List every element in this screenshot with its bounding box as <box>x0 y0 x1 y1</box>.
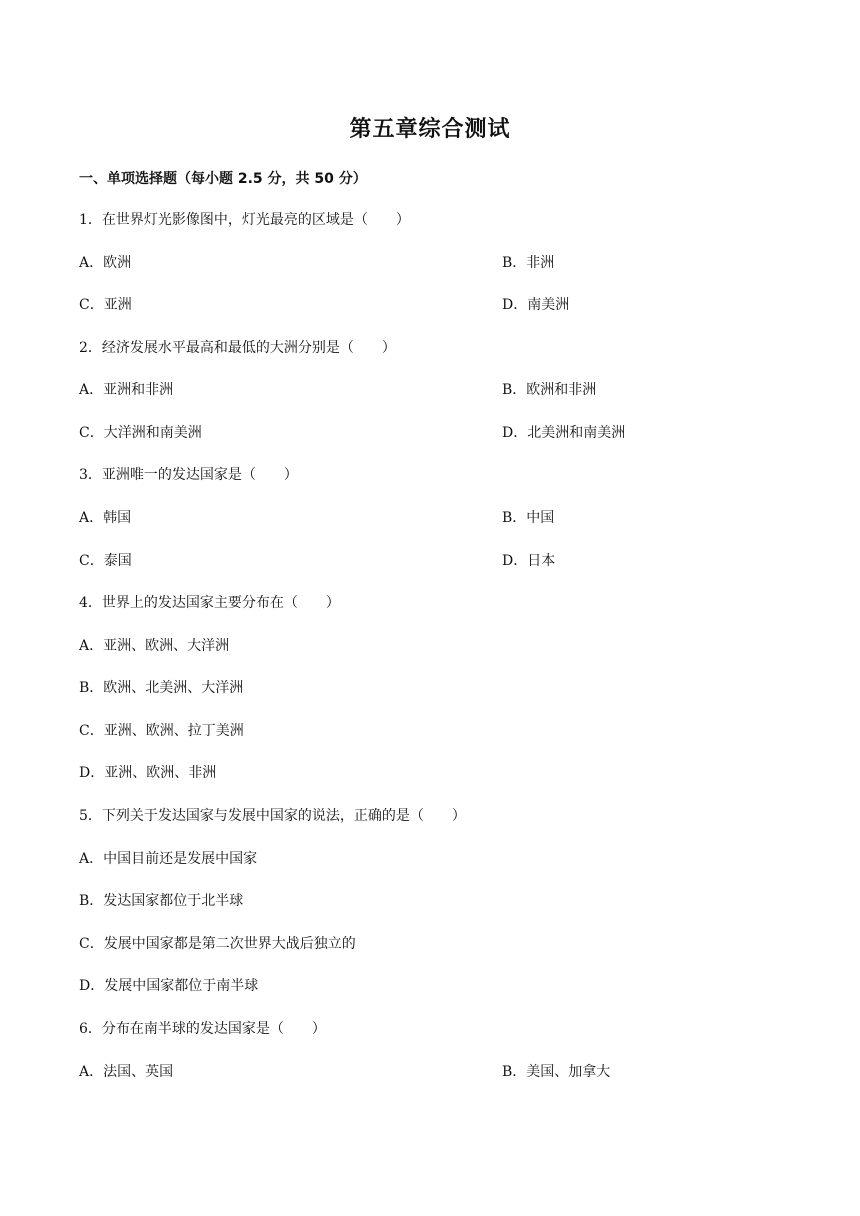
question-2-option-d: D．北美洲和南美洲 <box>502 425 626 441</box>
question-3-stem: 3．亚洲唯一的发达国家是（ ） <box>79 467 298 483</box>
question-4-option-c: C．亚洲、欧洲、拉丁美洲 <box>79 723 244 739</box>
section-heading: 一、单项选择题（每小题 2.5 分，共 50 分） <box>79 171 367 187</box>
question-2-option-a: A．亚洲和非洲 <box>79 382 174 398</box>
question-2-option-b: B．欧洲和非洲 <box>502 382 597 398</box>
question-2-option-c: C．大洋洲和南美洲 <box>79 425 202 441</box>
question-1-option-b: B．非洲 <box>502 255 555 271</box>
question-1-option-c: C．亚洲 <box>79 297 132 313</box>
question-5-option-a: A．中国目前还是发展中国家 <box>79 851 258 867</box>
question-6-option-b: B．美国、加拿大 <box>502 1064 611 1080</box>
page-title: 第五章综合测试 <box>349 117 511 142</box>
question-3-option-b: B．中国 <box>502 510 555 526</box>
question-5-option-d: D．发展中国家都位于南半球 <box>79 978 259 994</box>
question-3-option-d: D．日本 <box>502 553 556 569</box>
question-3-option-a: A．韩国 <box>79 510 132 526</box>
question-1-stem: 1．在世界灯光影像图中，灯光最亮的区域是（ ） <box>79 212 410 228</box>
question-3-option-c: C．泰国 <box>79 553 132 569</box>
question-6-option-a: A．法国、英国 <box>79 1064 174 1080</box>
question-4-option-d: D．亚洲、欧洲、非洲 <box>79 765 217 781</box>
question-1-option-d: D．南美洲 <box>502 297 570 313</box>
question-5-option-c: C．发展中国家都是第二次世界大战后独立的 <box>79 936 356 952</box>
question-4-stem: 4．世界上的发达国家主要分布在（ ） <box>79 595 340 611</box>
question-5-stem: 5．下列关于发达国家与发展中国家的说法，正确的是（ ） <box>79 808 466 824</box>
question-2-stem: 2．经济发展水平最高和最低的大洲分别是（ ） <box>79 340 396 356</box>
question-4-option-b: B．欧洲、北美洲、大洋洲 <box>79 680 244 696</box>
question-5-option-b: B．发达国家都位于北半球 <box>79 893 244 909</box>
question-4-option-a: A．亚洲、欧洲、大洋洲 <box>79 638 230 654</box>
question-6-stem: 6．分布在南半球的发达国家是（ ） <box>79 1021 326 1037</box>
question-1-option-a: A．欧洲 <box>79 255 132 271</box>
